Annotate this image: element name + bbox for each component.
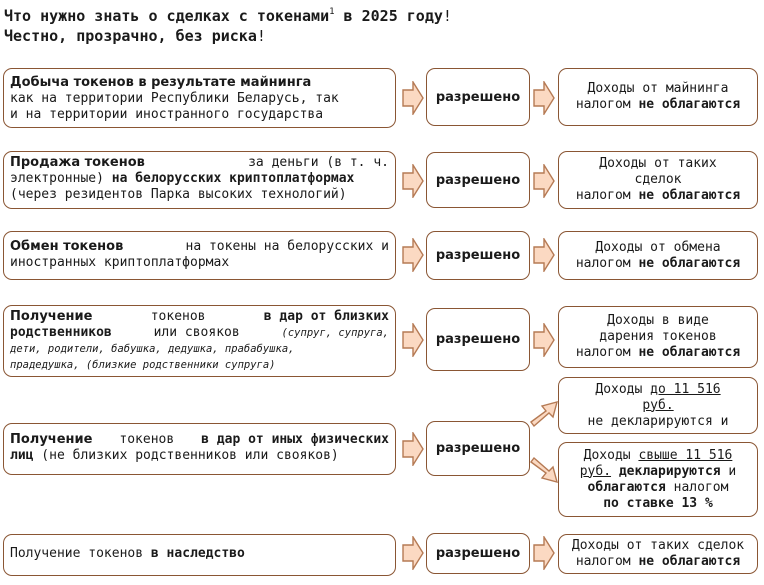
exchange-condition-box: Обмен токенов на токены на белорусских и иностранных криптоплатформах [3, 231, 396, 280]
gift-relatives-result-box: Доходы в виде дарения токенов налогом не облагаются [558, 306, 758, 368]
mining-result-box: Доходы от майнинга налогом не облагаются [558, 68, 758, 126]
inheritance-status-box: разрешено [426, 533, 530, 574]
gift-others-status-box: разрешено [426, 421, 530, 476]
exchange-status-box: разрешено [426, 231, 530, 280]
right-arrow-icon [533, 238, 555, 272]
footnote-marker: 1 [329, 7, 335, 17]
gift-others-under-limit-box: Доходы до 11 516 руб. не декларируются и [558, 377, 758, 434]
right-arrow-icon [402, 323, 424, 357]
gift-relatives-status-box: разрешено [426, 308, 530, 371]
page-title [4, 2, 452, 46]
right-arrow-icon [402, 536, 424, 570]
gift-relatives-condition-box: Получение токенов в дар от близких родственников или свояков (супруг, супруга, дети, родители, бабушка, дедушка, прабабушка, прадедушка, (близкие родственники супруга) [3, 305, 396, 377]
sale-status-box: разрешено [426, 152, 530, 208]
sale-condition-box: Продажа токенов за деньги (в т. ч. электронные) на белорусских криптоплатформах (через резидентов Парка высоких технологий) [3, 151, 396, 209]
right-arrow-icon [533, 81, 555, 115]
inheritance-result-box: Доходы от таких сделок налогом не облагаются [558, 534, 758, 574]
arrow-down-right-icon [529, 456, 559, 490]
right-arrow-icon [402, 238, 424, 272]
right-arrow-icon [533, 164, 555, 198]
arrow-up-right-icon [529, 398, 559, 432]
gift-others-over-limit-box: Доходы свыше 11 516 руб. декларируются и облагаются налогом по ставке 13 % [558, 442, 758, 517]
title-line-2: Честно, прозрачно, без риска! [4, 27, 266, 45]
mining-condition-box: Добыча токенов в результате майнинга как на территории Республики Беларусь, так и на территории иностранного государства [3, 68, 396, 128]
gift-others-condition-box: Получение токенов в дар от иных физических лиц (не близких родственников или свояков) [3, 423, 396, 475]
exchange-result-box: Доходы от обмена налогом не облагаются [558, 231, 758, 280]
right-arrow-icon [402, 81, 424, 115]
right-arrow-icon [533, 323, 555, 357]
mining-status-box: разрешено [426, 68, 530, 126]
right-arrow-icon [533, 536, 555, 570]
right-arrow-icon [402, 432, 424, 466]
title-line-1: Что нужно знать о сделках с токенами$^1$ в 2025 году! [4, 7, 452, 25]
inheritance-condition-box: Получение токенов в наследство [3, 534, 396, 576]
right-arrow-icon [402, 164, 424, 198]
sale-result-box: Доходы от таких сделок налогом не облагаются [558, 151, 758, 209]
